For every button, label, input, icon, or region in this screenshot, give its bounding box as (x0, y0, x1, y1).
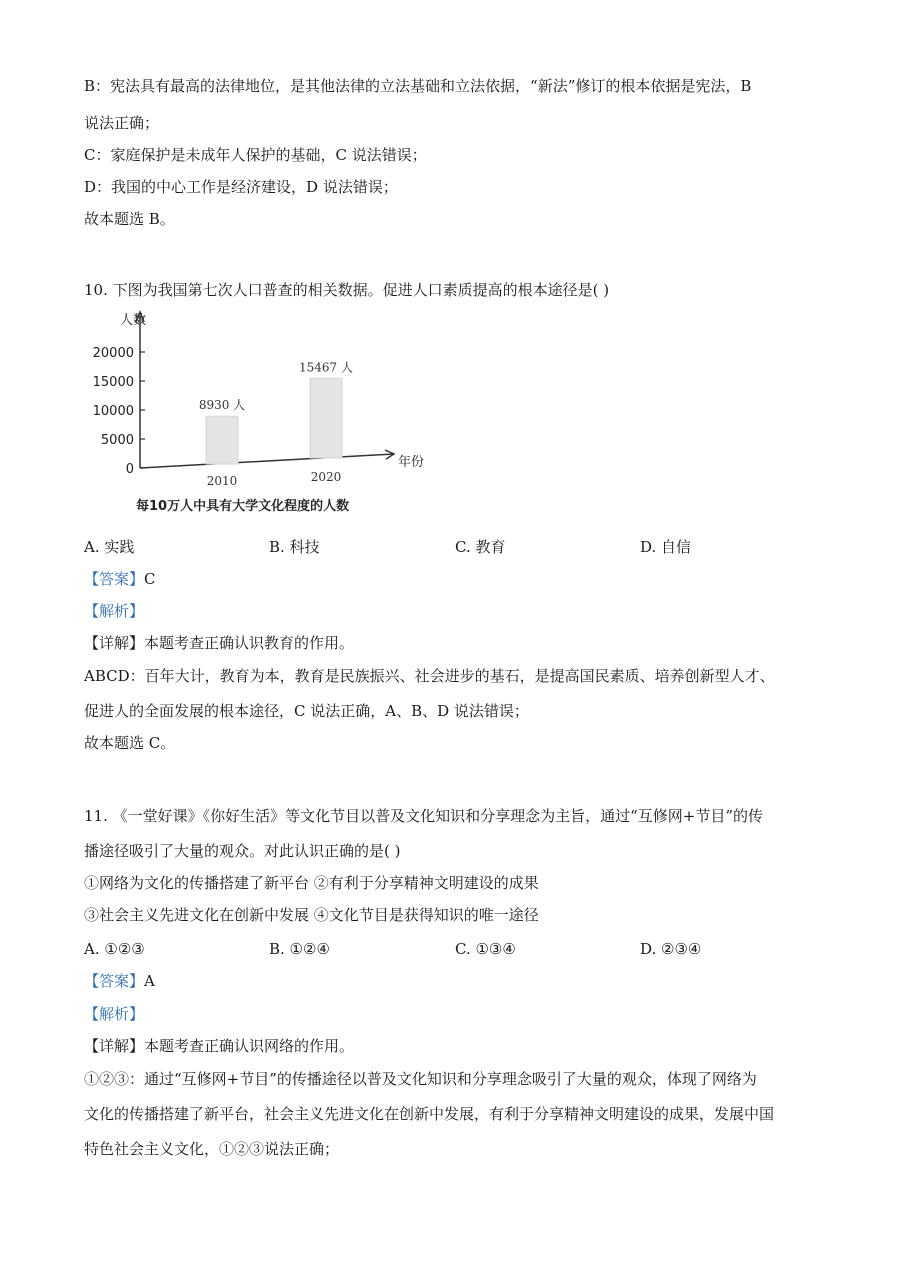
q9-option-d-line: D：我国的中心工作是经济建设，D 说法错误； (84, 178, 398, 196)
q10-answer-tag: 【答案】 (84, 570, 145, 588)
q11-option-a: A. ①②③ (84, 940, 145, 958)
q10-detail-tag: 【详解】 (84, 634, 145, 652)
q11-stem-line1: 11. 《一堂好课》《你好生活》等文化节目以普及文化知识和分享理念为主旨，通过“互修网+节目”的传 (84, 807, 764, 825)
bar-2010 (206, 416, 238, 464)
population-chart (84, 306, 464, 520)
q11-statements-line2: ③社会主义先进文化在创新中发展 ④文化节目是获得知识的唯一途径 (84, 906, 539, 924)
x-axis-title: 年份 (398, 455, 425, 470)
q9-option-b-line1: B：宪法具有最高的法律地位，是其他法律的立法基础和立法依据，“新法”修订的根本依据是宪法，B (84, 77, 752, 95)
q11-body-line2: 文化的传播搭建了新平台，社会主义先进文化在创新中发展，有利于分享精神文明建设的成果，发展中国 (84, 1105, 775, 1123)
q11-statements-line1: ①网络为文化的传播搭建了新平台 ②有利于分享精神文明建设的成果 (84, 874, 539, 892)
x-tick-label: 2010 (206, 474, 238, 488)
q11-detail-line (84, 1036, 354, 1056)
y-tick-label: 20000 (92, 346, 134, 361)
q11-option-d: D. ②③④ (640, 940, 702, 958)
q11-body-line3: 特色社会主义文化，①②③说法正确； (84, 1140, 340, 1158)
q10-detail-line (84, 633, 354, 653)
q9-conclusion: 故本题选 B。 (84, 210, 175, 228)
y-tick-label: 5000 (100, 433, 134, 448)
q10-stem: 10. 下图为我国第七次人口普查的相关数据。促进人口素质提高的根本途径是( ) (84, 281, 610, 299)
q10-conclusion: 故本题选 C。 (84, 734, 176, 752)
q10-abcd-line1: ABCD：百年大计，教育为本，教育是民族振兴、社会进步的基石，是提高国民素质、培养创新型人才、 (84, 667, 775, 685)
q11-answer-value: A (144, 972, 155, 990)
q11-stem-line2: 播途径吸引了大量的观众。对此认识正确的是( ) (84, 842, 401, 860)
y-tick-label: 0 (125, 462, 134, 477)
q10-answer-value: C (144, 570, 156, 588)
q10-option-d: D. 自信 (640, 538, 692, 556)
q11-option-c: C. ①③④ (455, 940, 516, 958)
bar-data-label: 15467 人 (299, 360, 353, 375)
population-chart-svg (84, 306, 464, 520)
q10-option-b: B. 科技 (269, 538, 320, 556)
q10-analysis-tag: 【解析】 (84, 602, 145, 620)
x-axis-line (140, 454, 394, 468)
bar-2020 (310, 378, 342, 458)
q9-option-b-line2: 说法正确； (84, 114, 160, 132)
x-tick-label: 2020 (310, 470, 342, 484)
q11-analysis-line (84, 1004, 144, 1024)
q11-analysis-tag: 【解析】 (84, 1005, 145, 1023)
y-tick-label: 15000 (92, 375, 134, 390)
q9-option-c-line: C：家庭保护是未成年人保护的基础，C 说法错误； (84, 146, 427, 164)
y-tick-label: 10000 (92, 404, 134, 419)
q11-detail-tag: 【详解】 (84, 1037, 145, 1055)
chart-caption: 每10万人中具有大学文化程度的人数 (136, 499, 350, 514)
q10-option-a: A. 实践 (84, 538, 135, 556)
q10-abcd-line2: 促进人的全面发展的根本途径，C 说法正确，A、B、D 说法错误； (84, 702, 529, 720)
q10-option-c: C. 教育 (455, 538, 506, 556)
q10-answer-line (84, 569, 156, 589)
q11-detail-text: 本题考查正确认识网络的作用。 (144, 1037, 355, 1055)
q11-body-line1: ①②③：通过“互修网+节目”的传播途径以普及文化知识和分享理念吸引了大量的观众，体现了网络为 (84, 1070, 757, 1088)
q11-answer-tag: 【答案】 (84, 972, 145, 990)
y-axis-title: 人数 (120, 313, 147, 328)
q11-option-b: B. ①②④ (269, 940, 330, 958)
q11-answer-line (84, 971, 155, 991)
bar-data-label: 8930 人 (198, 398, 246, 413)
q10-analysis-line (84, 601, 144, 621)
q10-detail-text: 本题考查正确认识教育的作用。 (144, 634, 355, 652)
